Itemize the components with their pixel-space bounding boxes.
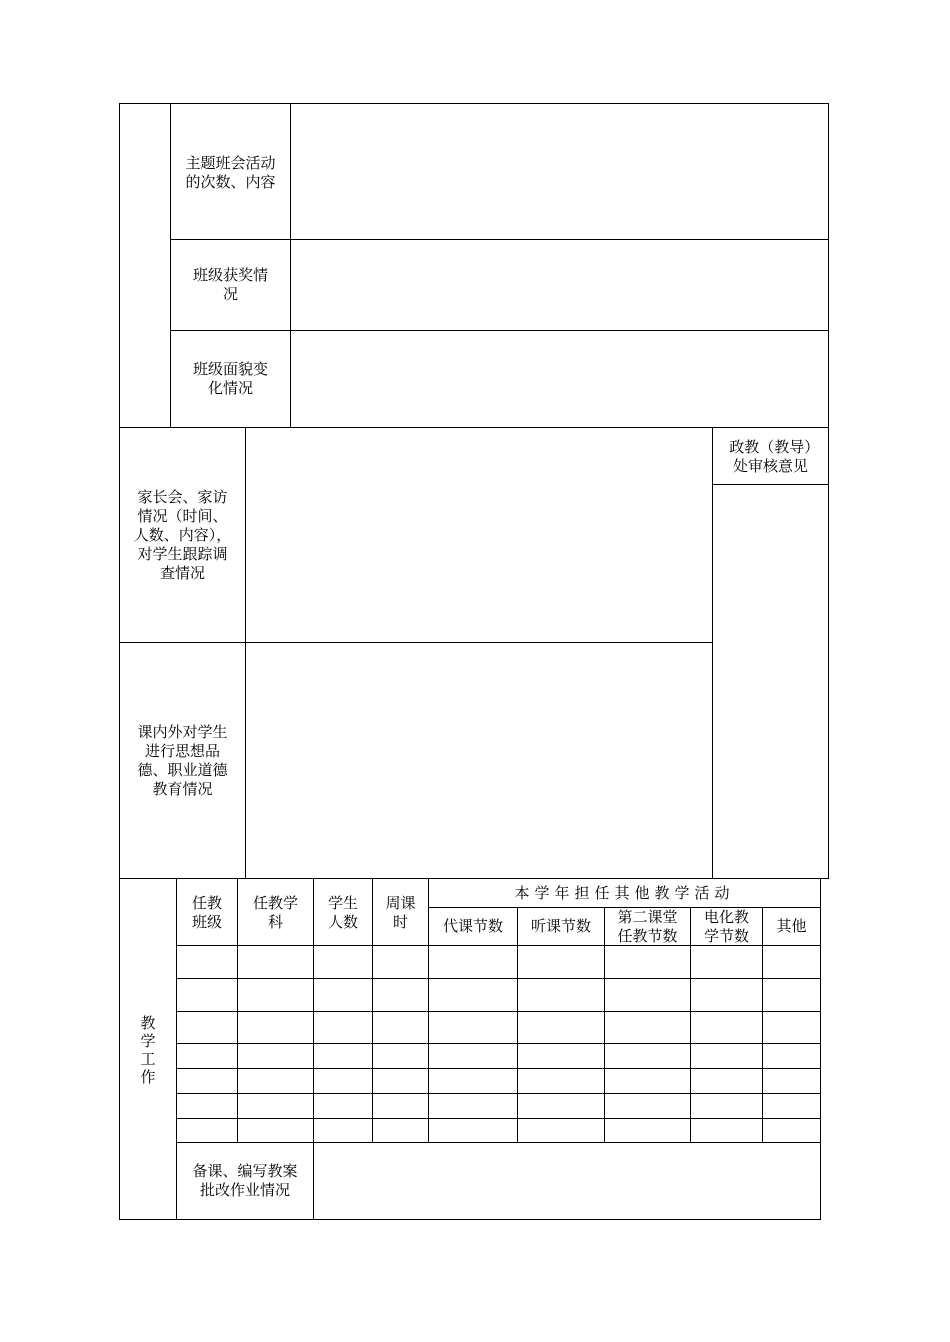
class-awards-content[interactable]: [291, 240, 828, 330]
header-teaching-class: 任教班级: [191, 893, 222, 931]
header-student-count: 学生人数: [327, 893, 358, 931]
header-substitute-classes: 代课节数: [442, 917, 503, 935]
header-other: 其他: [776, 917, 807, 935]
class-meeting-content[interactable]: [291, 104, 828, 239]
teaching-work-label: 教学工作: [140, 1013, 156, 1086]
moral-education-content[interactable]: [246, 643, 712, 878]
header-observed-classes: 听课节数: [530, 917, 591, 935]
border-right-upper: [828, 103, 829, 879]
class-change-content[interactable]: [291, 331, 828, 427]
row-line-1: [176, 978, 821, 979]
moral-education-label: 课内外对学生进行思想品德、职业道德教育情况: [137, 722, 228, 798]
class-meeting-label: 主题班会活动的次数、内容: [185, 154, 276, 191]
class-change-label: 班级面貌变化情况: [192, 360, 268, 397]
lesson-prep-content[interactable]: [314, 1143, 820, 1219]
s3-border-right: [820, 879, 821, 1220]
row-line-2: [176, 1011, 821, 1012]
header-weekly-hours: 周课时: [385, 893, 416, 931]
class-awards-label: 班级获奖情况: [192, 266, 268, 303]
header-second-classroom: 第二课堂任教节数: [617, 907, 678, 945]
row-line-6: [176, 1118, 821, 1119]
parent-meeting-content[interactable]: [246, 429, 712, 642]
header-teaching-subject: 任教学科: [252, 893, 298, 931]
row-line-3: [176, 1043, 821, 1044]
review-opinion-label: 政教（教导）处审核意见: [729, 437, 812, 475]
lesson-prep-label: 备课、编写教案批改作业情况: [192, 1162, 298, 1199]
header-av-teaching: 电化教学节数: [703, 907, 749, 945]
s2-bottom: [119, 878, 829, 879]
form-sheet: [119, 103, 829, 1220]
s3-border-bottom: [119, 1219, 821, 1220]
row-line-5: [176, 1093, 821, 1094]
s1-bottom: [119, 427, 829, 428]
header-other-activities: 本学年担任其他教学活动: [514, 884, 735, 902]
row-line-4: [176, 1068, 821, 1069]
review-opinion-content[interactable]: [713, 485, 828, 878]
parent-meeting-label: 家长会、家访情况（时间、人数、内容），对学生跟踪调查情况: [133, 488, 232, 582]
